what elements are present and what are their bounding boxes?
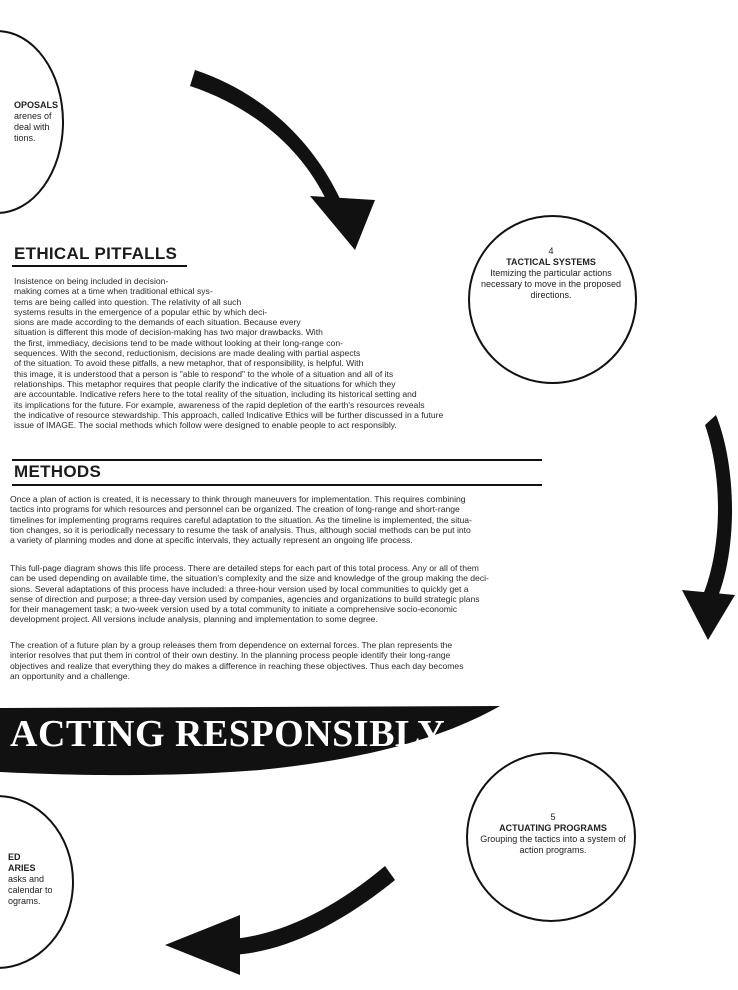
methods-heading: METHODS bbox=[14, 462, 102, 481]
bottom-left-line-1: ARIES bbox=[8, 863, 36, 873]
methods-paragraph-1: Once a plan of action is created, it is necessary to think through maneuvers for implementation. This requires combining tactics into programs for which resources and personnel can be organized. The creation of long-range and short-range timelines for implementing programs requires careful adaptation to the situation. As the timeline is implemented, the situa- tion changes, so it is periodically necessary to resume the task of analysis. Thus, although social methods can be put into a variety of planning modes and done at specific intervals, they actually represent an ongoing life process. bbox=[10, 494, 472, 546]
top-left-line-1: arenes of bbox=[14, 111, 52, 121]
top-arc-arrow bbox=[190, 70, 345, 213]
bottom-left-line-4: ograms. bbox=[8, 896, 41, 906]
top-arrow-head bbox=[310, 196, 375, 250]
bottom-arrow-head bbox=[165, 915, 240, 975]
actuating-title: ACTUATING PROGRAMS bbox=[499, 823, 607, 833]
actuating-number: 5 bbox=[550, 812, 556, 822]
tactical-title: TACTICAL SYSTEMS bbox=[506, 257, 596, 267]
top-left-circle-text bbox=[14, 100, 84, 144]
bottom-left-line-3: calendar to bbox=[8, 885, 53, 895]
tactical-number: 4 bbox=[548, 246, 554, 256]
bottom-left-circle-text bbox=[8, 852, 74, 907]
methods-paragraph-2: This full-page diagram shows this life process. There are detailed steps for each part of this total process. Any or all of them can be used depending on available time, the situation's complexity and the size and knowledge of the group making the deci- sions. Several adaptations of this process have included: a three-hour version used by local communities to quickly get a sense of direction and purpose; a three-day version used by companies, agencies and organizations to build strategic plans for their management task; a two-week version used by a total community to initiate a comprehensive socio-economic development project. All versions include analysis, planning and implementation to some degree. bbox=[10, 563, 489, 625]
top-left-line-2: deal with bbox=[14, 122, 50, 132]
methods-bottom-rule bbox=[12, 484, 542, 486]
actuating-body: Grouping the tactics into a system of action programs. bbox=[480, 834, 626, 855]
ethical-rule bbox=[12, 265, 187, 267]
bottom-left-line-0: ED bbox=[8, 852, 21, 862]
methods-paragraph-3: The creation of a future plan by a group releases them from dependence on external forces. The plan represents the interior resolves that put them in control of their own destiny. In the planning process people identify their long-range objectives and realize that everything they do makes a difference in reaching these objectives. Thus each day becomes an opportunity and a challenge. bbox=[10, 640, 464, 681]
top-left-line-0: OPOSALS bbox=[14, 100, 59, 110]
bottom-arc-arrow bbox=[220, 866, 395, 955]
ethical-text: Insistence on being included in decision- making comes at a time when traditional ethical sys- tems are being called into question. The relativity of all such systems results in the emergence of a popular ethic by which deci- sions are made according to the demands of each situation. Because every situation is different this mode of decision-making has two major drawbacks. With the first, immediacy, decisions tend to be made without looking at their long-range con- sequences. With the second, reductionism, decisions are made dealing with partial aspects of the situation. To avoid these pitfalls, a new metaphor, that of responsibility, is helpful. With this image, it is understood that a person is "able to respond" to the whole of a situation and all of its relationships. This metaphor requires that people clarify the indicative of the situations for which they are accountable. Indicative refers here to the total reality of the situation, including its historical setting and its implications for the future. For example, awareness of the rapid depletion of the earth's resources reveals the indicative of resource stewardship. This approach, called Indicative Ethics will be further discussed in a future issue of IMAGE. The social methods which follow were designed to enable people to act responsibly. bbox=[14, 276, 444, 431]
tactical-body: Itemizing the particular actions necessary to move in the proposed directions. bbox=[480, 268, 622, 300]
ethical-heading: ETHICAL PITFALLS bbox=[14, 244, 178, 263]
right-arc-arrow bbox=[700, 415, 732, 610]
methods-top-rule bbox=[12, 459, 542, 461]
top-left-line-3: tions. bbox=[14, 133, 36, 143]
banner-title: ACTING RESPONSIBLY, bbox=[10, 713, 452, 755]
bottom-left-line-2: asks and bbox=[8, 874, 45, 884]
right-arrow-head bbox=[682, 590, 735, 640]
actuating-circle-text bbox=[478, 812, 628, 856]
